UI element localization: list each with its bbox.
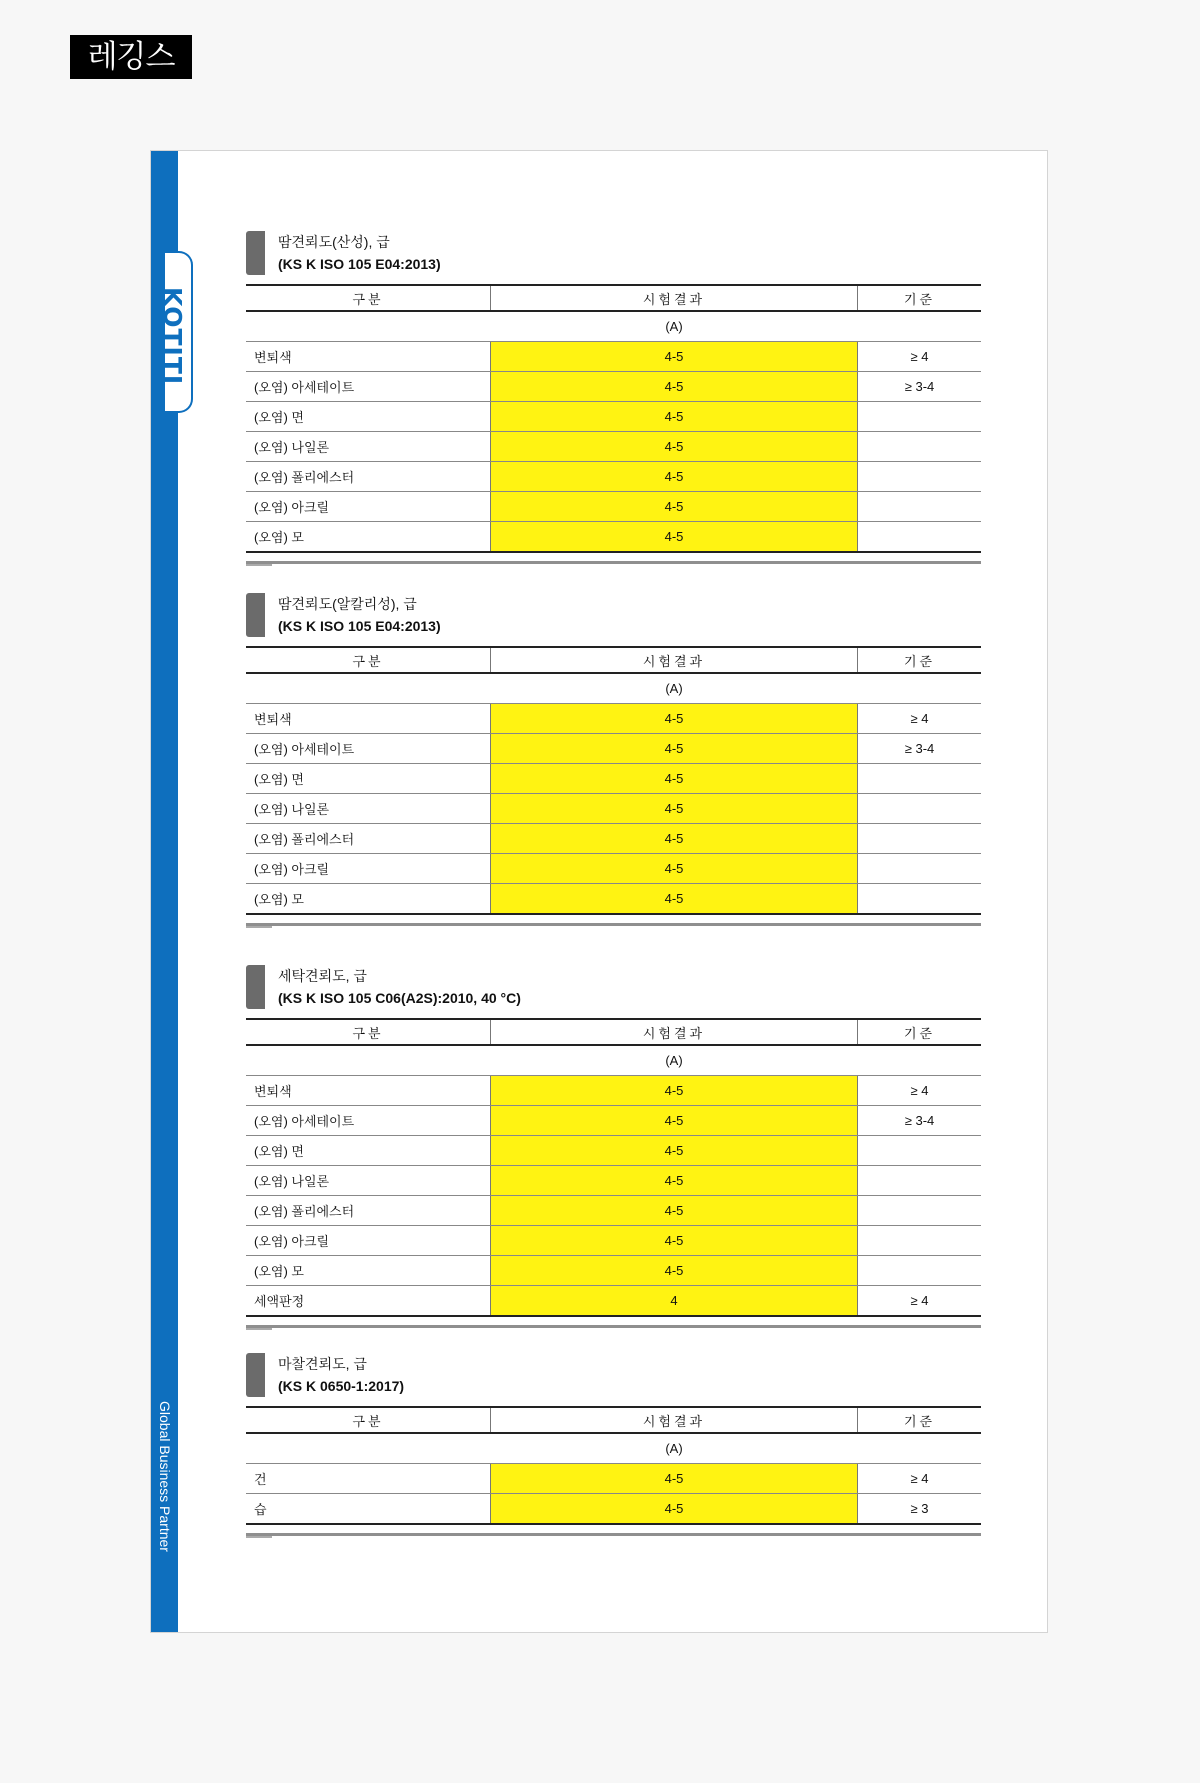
section-marker	[246, 593, 265, 637]
row-standard: ≥ 3-4	[858, 734, 982, 764]
row-standard	[858, 824, 982, 854]
condition-row	[246, 673, 981, 704]
row-result: 4-5	[491, 1226, 858, 1256]
row-result: 4-5	[491, 1464, 858, 1494]
row-item: 변퇴색	[246, 1076, 491, 1106]
section-header	[246, 963, 981, 1011]
section-title: 땀견뢰도(알칼리성), 급	[278, 596, 417, 612]
row-result: 4-5	[491, 1136, 858, 1166]
table-row	[246, 1076, 981, 1106]
results-table	[246, 646, 981, 915]
row-result: 4-5	[491, 734, 858, 764]
row-result: 4-5	[491, 704, 858, 734]
row-standard	[858, 402, 982, 432]
row-standard	[858, 1226, 982, 1256]
row-standard	[858, 1136, 982, 1166]
section-title: 마찰견뢰도, 급	[278, 1356, 367, 1372]
test-section	[246, 1351, 981, 1536]
section-header	[246, 591, 981, 639]
table-row	[246, 342, 981, 372]
header-item: 구분	[246, 285, 491, 311]
row-result: 4-5	[491, 824, 858, 854]
table-row	[246, 764, 981, 794]
row-standard	[858, 764, 982, 794]
table-row	[246, 854, 981, 884]
row-item: (오염) 나일론	[246, 1166, 491, 1196]
row-item: 세액판정	[246, 1286, 491, 1317]
table-row	[246, 704, 981, 734]
header-standard: 기준	[858, 1019, 982, 1045]
condition-row	[246, 1433, 981, 1464]
row-result: 4-5	[491, 1076, 858, 1106]
table-row	[246, 1136, 981, 1166]
table-row	[246, 492, 981, 522]
row-result: 4	[491, 1286, 858, 1317]
section-title: 땀견뢰도(산성), 급	[278, 234, 390, 250]
row-item: (오염) 나일론	[246, 432, 491, 462]
section-divider	[246, 1325, 981, 1328]
row-item: (오염) 면	[246, 402, 491, 432]
side-tagline: Global Business Partner	[157, 1401, 173, 1552]
table-row	[246, 734, 981, 764]
row-item: (오염) 폴리에스터	[246, 1196, 491, 1226]
condition-label: (A)	[491, 673, 858, 704]
table-row	[246, 432, 981, 462]
table-header-row	[246, 1407, 981, 1433]
table-row	[246, 1226, 981, 1256]
header-standard: 기준	[858, 1407, 982, 1433]
section-standard: (KS K 0650-1:2017)	[278, 1378, 405, 1394]
header-result: 시험결과	[491, 1019, 858, 1045]
brand-logo: KOTITI	[158, 287, 187, 386]
section-title: 세탁견뢰도, 급	[278, 968, 367, 984]
row-result: 4-5	[491, 794, 858, 824]
row-item: (오염) 면	[246, 1136, 491, 1166]
row-standard: ≥ 3-4	[858, 1106, 982, 1136]
row-item: (오염) 폴리에스터	[246, 824, 491, 854]
condition-label: (A)	[491, 1045, 858, 1076]
table-row	[246, 884, 981, 915]
row-standard: ≥ 3-4	[858, 372, 982, 402]
row-standard: ≥ 4	[858, 1464, 982, 1494]
table-header-row	[246, 285, 981, 311]
row-standard	[858, 794, 982, 824]
table-row	[246, 402, 981, 432]
test-report-page	[150, 150, 1048, 1633]
row-item: 변퇴색	[246, 704, 491, 734]
table-header-row	[246, 1019, 981, 1045]
row-item: (오염) 아세테이트	[246, 1106, 491, 1136]
row-standard: ≥ 3	[858, 1494, 982, 1525]
row-standard	[858, 432, 982, 462]
section-marker	[246, 231, 265, 275]
table-row	[246, 1494, 981, 1525]
table-row	[246, 794, 981, 824]
table-row	[246, 522, 981, 553]
row-item: (오염) 폴리에스터	[246, 462, 491, 492]
row-result: 4-5	[491, 1494, 858, 1525]
row-item: (오염) 아세테이트	[246, 372, 491, 402]
row-standard	[858, 1196, 982, 1226]
header-result: 시험결과	[491, 285, 858, 311]
row-item: 건	[246, 1464, 491, 1494]
section-divider	[246, 1533, 981, 1536]
row-item: 변퇴색	[246, 342, 491, 372]
row-result: 4-5	[491, 522, 858, 553]
table-row	[246, 1166, 981, 1196]
header-standard: 기준	[858, 285, 982, 311]
row-standard	[858, 522, 982, 553]
section-marker	[246, 965, 265, 1009]
section-header	[246, 229, 981, 277]
section-standard: (KS K ISO 105 E04:2013)	[278, 256, 441, 272]
row-item: 습	[246, 1494, 491, 1525]
row-item: (오염) 아크릴	[246, 492, 491, 522]
header-item: 구분	[246, 1019, 491, 1045]
condition-label: (A)	[491, 311, 858, 342]
row-item: (오염) 모	[246, 522, 491, 553]
row-item: (오염) 면	[246, 764, 491, 794]
row-result: 4-5	[491, 1106, 858, 1136]
row-standard	[858, 1166, 982, 1196]
section-divider	[246, 923, 981, 926]
section-divider	[246, 561, 981, 564]
table-row	[246, 824, 981, 854]
results-table	[246, 284, 981, 553]
table-row	[246, 462, 981, 492]
product-label: 레깅스	[70, 35, 192, 79]
results-table	[246, 1406, 981, 1525]
row-result: 4-5	[491, 402, 858, 432]
table-row	[246, 1256, 981, 1286]
row-standard: ≥ 4	[858, 1076, 982, 1106]
row-standard	[858, 854, 982, 884]
table-row	[246, 1464, 981, 1494]
row-result: 4-5	[491, 462, 858, 492]
row-standard	[858, 1256, 982, 1286]
row-result: 4-5	[491, 432, 858, 462]
test-section	[246, 591, 981, 926]
condition-label: (A)	[491, 1433, 858, 1464]
row-standard	[858, 462, 982, 492]
section-standard: (KS K ISO 105 C06(A2S):2010, 40 °C)	[278, 990, 521, 1006]
row-item: (오염) 아크릴	[246, 854, 491, 884]
section-standard: (KS K ISO 105 E04:2013)	[278, 618, 441, 634]
row-item: (오염) 모	[246, 884, 491, 915]
row-standard: ≥ 4	[858, 1286, 982, 1317]
test-section	[246, 229, 981, 564]
header-standard: 기준	[858, 647, 982, 673]
row-standard	[858, 492, 982, 522]
condition-row	[246, 311, 981, 342]
row-item: (오염) 모	[246, 1256, 491, 1286]
row-item: (오염) 나일론	[246, 794, 491, 824]
condition-row	[246, 1045, 981, 1076]
row-item: (오염) 아세테이트	[246, 734, 491, 764]
row-result: 4-5	[491, 492, 858, 522]
row-result: 4-5	[491, 1256, 858, 1286]
row-result: 4-5	[491, 854, 858, 884]
test-section	[246, 963, 981, 1328]
row-standard	[858, 884, 982, 915]
table-row	[246, 1106, 981, 1136]
table-row	[246, 1196, 981, 1226]
row-result: 4-5	[491, 342, 858, 372]
results-table	[246, 1018, 981, 1317]
row-standard: ≥ 4	[858, 342, 982, 372]
header-item: 구분	[246, 1407, 491, 1433]
table-header-row	[246, 647, 981, 673]
row-standard: ≥ 4	[858, 704, 982, 734]
row-result: 4-5	[491, 764, 858, 794]
header-result: 시험결과	[491, 647, 858, 673]
header-item: 구분	[246, 647, 491, 673]
row-item: (오염) 아크릴	[246, 1226, 491, 1256]
row-result: 4-5	[491, 372, 858, 402]
section-header	[246, 1351, 981, 1399]
section-marker	[246, 1353, 265, 1397]
header-result: 시험결과	[491, 1407, 858, 1433]
row-result: 4-5	[491, 884, 858, 915]
table-row	[246, 372, 981, 402]
table-row	[246, 1286, 981, 1317]
row-result: 4-5	[491, 1166, 858, 1196]
row-result: 4-5	[491, 1196, 858, 1226]
